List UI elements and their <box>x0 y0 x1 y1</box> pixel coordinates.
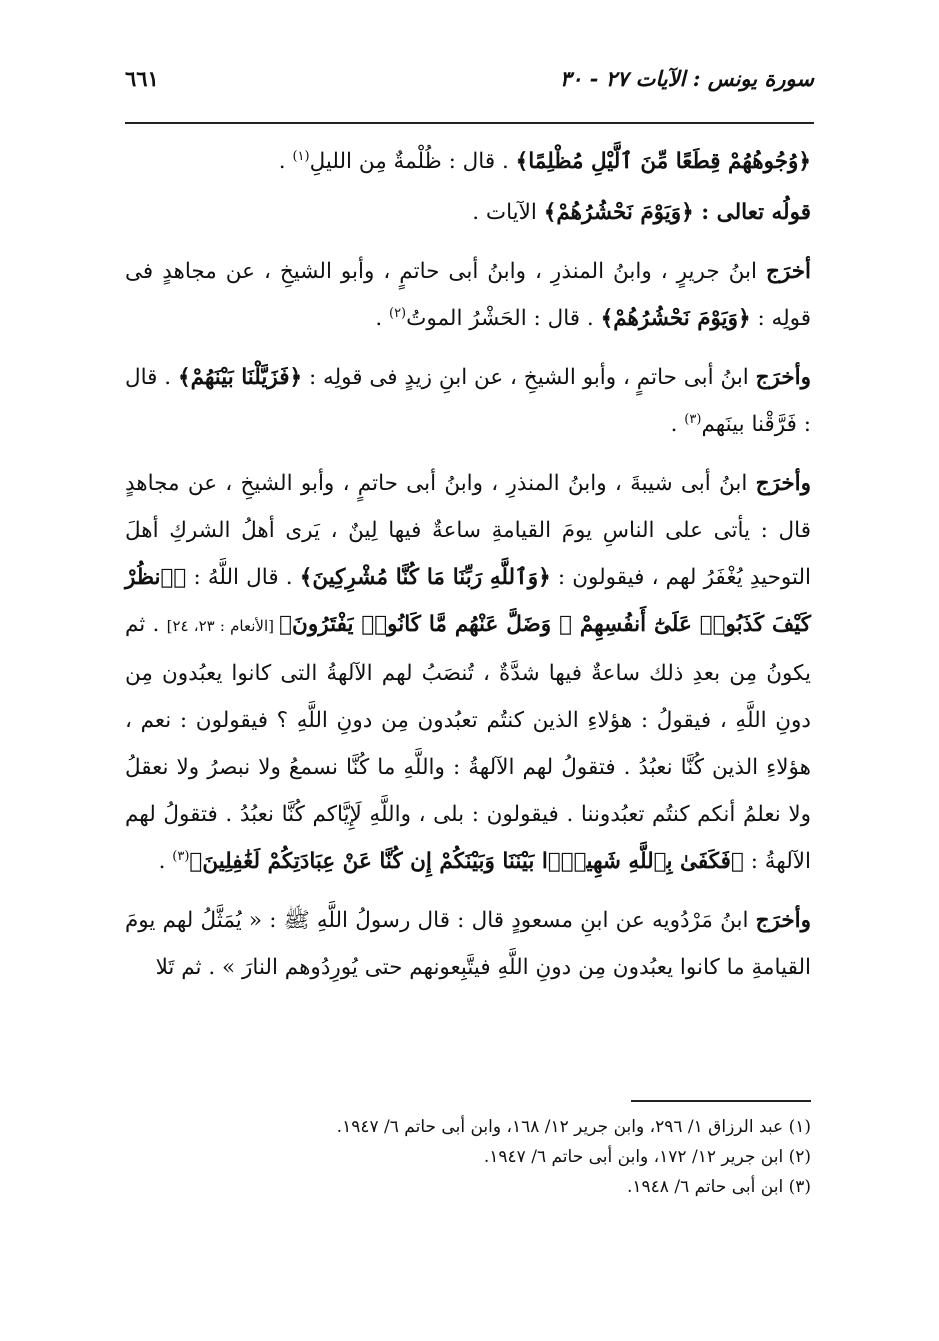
paragraph-end: . <box>670 412 685 437</box>
paragraph-text: . قال : الحَشْرُ الموتُ <box>406 306 601 331</box>
paragraph-text: ابنُ أبى حاتمٍ ، وأبو الشيخِ ، عن ابنِ زيدٍ فى قولِه : <box>302 365 756 390</box>
lead-word: وأخرَج <box>755 471 811 496</box>
quran-close-bracket: ﴾ <box>515 149 529 174</box>
lead-word: أخرَج <box>765 259 811 284</box>
quran-close-bracket: ﴾ <box>600 306 614 331</box>
section-heading: قولُه تعالى : <box>693 200 811 225</box>
paragraph-5 <box>125 460 811 885</box>
quran-verse: وَيَوْمَ نَحْشُرُهُمْ <box>613 306 739 331</box>
quran-close-bracket: ﴾ <box>279 612 293 637</box>
paragraph-text: . قال اللَّهُ : <box>186 565 300 590</box>
footnotes <box>125 1112 811 1202</box>
paragraph-text: . قال : فَرَّقْنا بينَهم <box>125 365 811 437</box>
quran-verse: فَزَيَّلْنَا بَيْنَهُمْ <box>190 365 290 390</box>
quran-open-bracket: ﴿ <box>538 565 551 590</box>
paragraph-text: . ثم يكونُ مِن بعدِ ذلك ساعةٌ فيها شدَّةٌ ، تُنصَبُ لهم الآلهةُ التى كانوا يعبُدون مِن دونِ اللَّهِ ، فيقولُ : هؤلاءِ الذين كنتُم تعبُدون مِن دونِ اللَّهِ ؟ فيقولون : نعم ، هؤلاءِ الذين كُنَّا نعبُدُ . فتقولُ لهم الآلهةُ : واللَّهِ ما كُنَّا نسمعُ ولا نبصرُ ولا نعقلُ ولا نعلمُ أنكم كنتُم تعبُدوننا . فيقولون : بلى ، واللَّهِ لَإِيَّاكم كُنَّا نعبُدُ . فتقولُ لهم الآلهةُ : <box>125 612 811 874</box>
paragraph-1 <box>125 138 811 185</box>
paragraph-text: الآيات . <box>472 200 544 225</box>
quran-verse: وُجُوهُهُمْ قِطَعًا مِّنَ ٱلَّيْلِ مُظْلِمًا <box>528 149 799 174</box>
quran-close-bracket: ﴾ <box>177 365 191 390</box>
header-rule <box>125 122 814 124</box>
footnote-marker: (٣) <box>172 848 190 864</box>
quran-close-bracket: ﴾ <box>189 849 203 874</box>
lead-word: وأخرَج <box>755 365 811 390</box>
quran-open-bracket: ﴿ <box>681 200 694 225</box>
paragraph-text: ابنُ جريرٍ ، وابنُ المنذرِ ، وابنُ أبى حاتمٍ ، وأبو الشيخِ ، عن مجاهدٍ فى قولِه : <box>125 259 811 331</box>
paragraph-end: . <box>375 306 389 331</box>
quran-verse: فَكَفَىٰ بِٱللَّهِ شَهِيدًۢا بَيْنَنَا وَبَيْنَكُمْ إِن كُنَّا عَنْ عِبَادَتِكُمْ لَغَٰفِلِينَ <box>202 849 731 874</box>
page-number: ٦٦١ <box>125 65 159 91</box>
quran-open-bracket: ﴿ <box>289 365 303 390</box>
paragraph-text: ابنُ أبى شيبةَ ، وابنُ المنذرِ ، وابنُ أبى حاتمٍ ، وأبو الشيخِ ، عن مجاهدٍ قال : يأتى على الناسِ يومَ القيامةِ ساعةٌ فيها لِينٌ ، يَرى أهلُ الشركِ أهلَ التوحيدِ يُغْفَرُ لهم ، فيقولون : <box>125 471 811 590</box>
page-header <box>125 60 814 96</box>
quran-verse: وَٱللَّهِ رَبِّنَا مَا كُنَّا مُشْرِكِينَ <box>312 565 539 590</box>
footnote-marker: (٣) <box>684 411 702 427</box>
footnote-rule <box>631 1100 811 1102</box>
paragraph-text: . قال : ظُلْمةٌ مِن الليلِ <box>309 149 516 174</box>
quran-verse: ٱنظُرْ كَيْفَ كَذَبُوا۟ عَلَىٰٓ أَنفُسِهِمْ ۚ وَضَلَّ عَنْهُم مَّا كَانُوا۟ يَفْتَرُونَ <box>125 565 812 637</box>
quran-open-bracket: ﴿ <box>738 306 751 331</box>
paragraph-6 <box>125 897 811 991</box>
lead-word: وأخرَج <box>755 908 811 933</box>
footnote-marker: (٢) <box>388 305 407 321</box>
quran-open-bracket: ﴿ <box>730 849 744 874</box>
page-body <box>125 138 811 1003</box>
quran-close-bracket: ﴾ <box>299 565 313 590</box>
running-title: سورة يونس : الآيات ٢٧ - ٣٠ <box>559 65 814 91</box>
footnote-2: (٢) ابن جرير ١٢/ ١٧٢، وابن أبى حاتم ٦/ ١٩٤٧. <box>483 1147 811 1167</box>
footnote-marker: (١) <box>292 148 310 164</box>
quran-close-bracket: ﴾ <box>543 200 557 225</box>
paragraph-4 <box>125 354 811 448</box>
quran-open-bracket: ﴿ <box>798 149 811 174</box>
paragraph-end: . <box>158 849 173 874</box>
paragraph-3 <box>125 248 811 342</box>
footnote-1: (١) عبد الرزاق ١/ ٢٩٦، وابن جرير ١٢/ ١٦٨، وابن أبى حاتم ٦/ ١٩٤٧. <box>336 1117 811 1137</box>
quran-open-bracket: ﴿ <box>173 565 187 590</box>
paragraph-2 <box>125 189 811 236</box>
verse-reference: [الأنعام : ٢٣، ٢٤] <box>166 617 280 635</box>
paragraph-end: . <box>278 149 293 174</box>
quran-verse: وَيَوْمَ نَحْشُرُهُمْ <box>556 200 682 225</box>
footnote-3: (٣) ابن أبى حاتم ٦/ ١٩٤٨. <box>626 1177 811 1197</box>
paragraph-text: ابنُ مَرْدُويه عن ابنِ مسعودٍ قال : قال رسولُ اللَّهِ ﷺ : « يُمَثَّلُ لهم يومَ القيامةِ ما كانوا يعبُدون مِن دونِ اللَّهِ فيتَّبِعونهم حتى يُورِدُوهم النارَ » . ثم تَلا <box>125 908 811 980</box>
